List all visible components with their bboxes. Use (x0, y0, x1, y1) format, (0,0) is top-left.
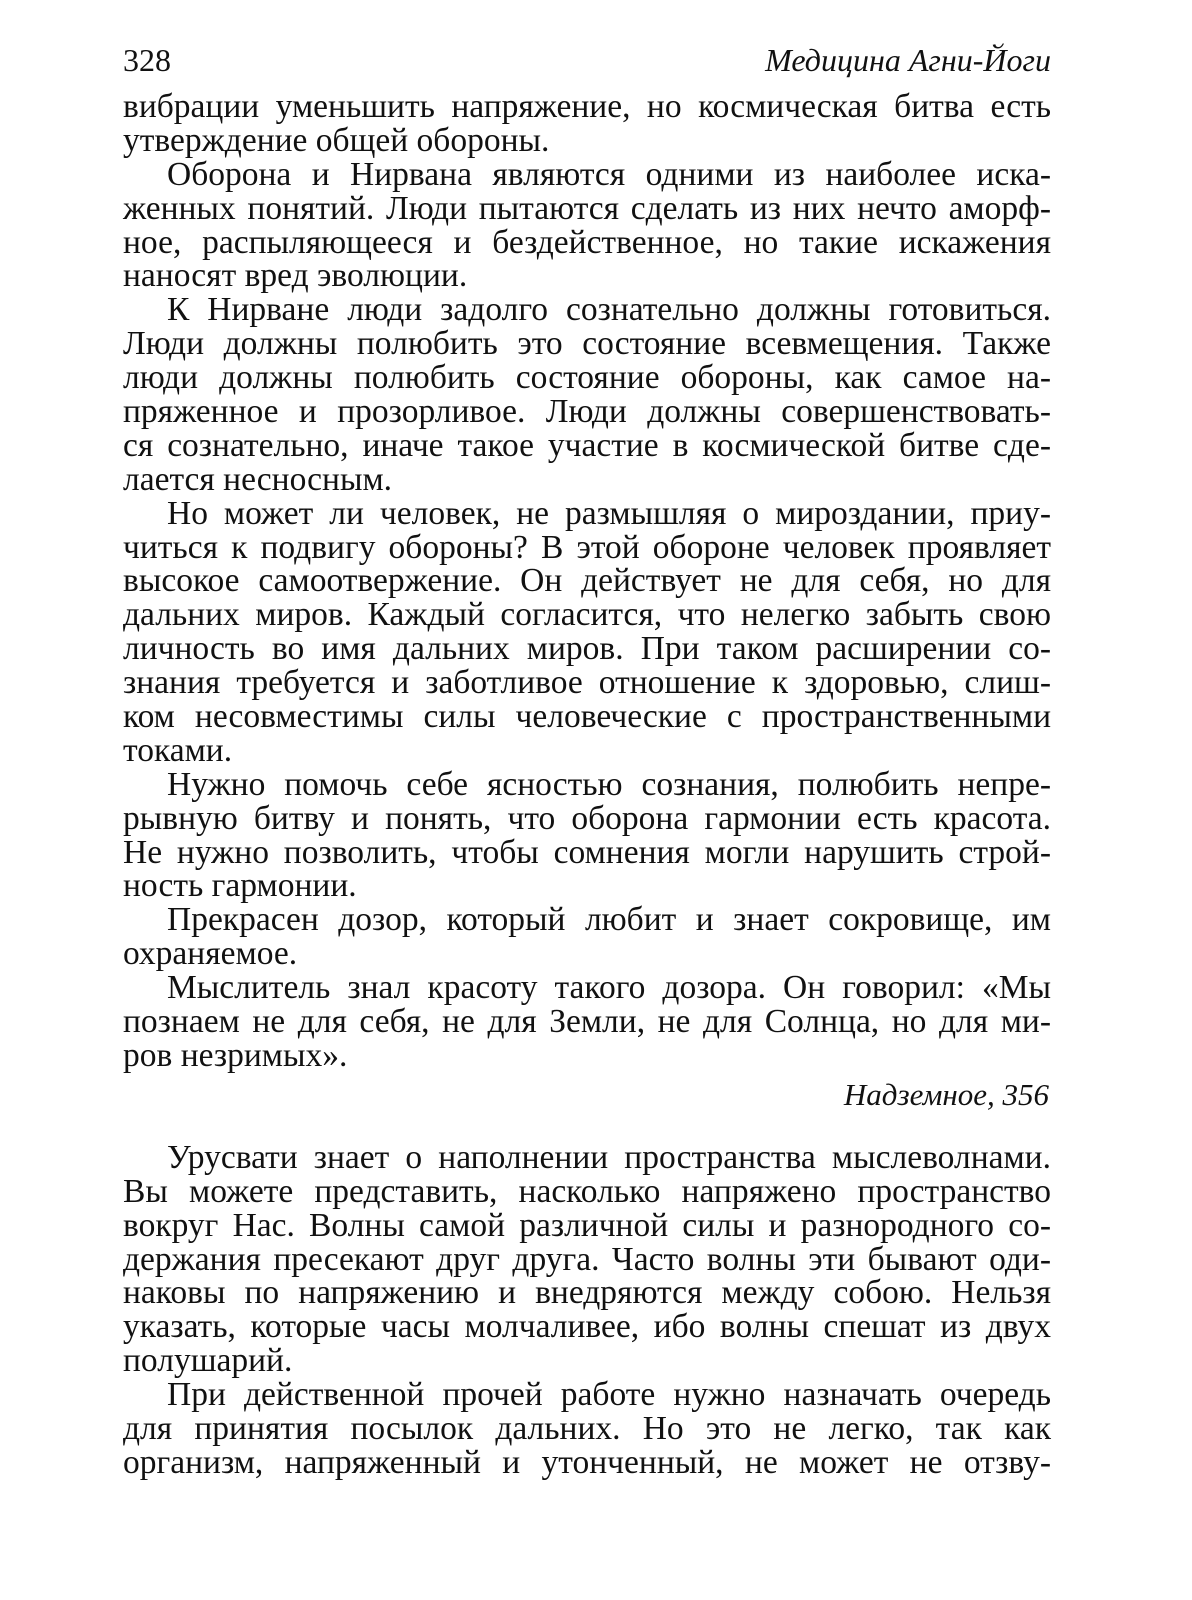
text-line: При действенной прочей работе нужно назначать очередь (167, 1376, 1051, 1414)
text-line: ность гармонии. (123, 867, 357, 905)
text-line: ное, распыляющееся и бездейственное, но такие искажения (123, 223, 1051, 261)
text-line: люди должны полюбить состояние обороны, как самое на- (123, 359, 1051, 397)
text-line: Урусвати знает о наполнении пространства мыслеволнами. (167, 1138, 1051, 1176)
text-line: организм, напряженный и утонченный, не может не отзву- (123, 1443, 1051, 1481)
text-line: ров незримых». (123, 1036, 348, 1074)
text-line: Не нужно позволить, чтобы сомнения могли нарушить строй- (123, 833, 1051, 871)
page-number: 328 (123, 42, 171, 78)
text-line: Вы можете представить, насколько напряжено пространство (123, 1172, 1051, 1210)
book-page (123, 40, 1051, 1480)
text-line: женных понятий. Люди пытаются сделать из них нечто аморф- (123, 189, 1051, 227)
text-line: личность во имя дальних миров. При таком расширении со- (123, 630, 1051, 668)
book-title: Медицина Агни-Йоги (765, 42, 1051, 78)
text-line: наковы по напряжению и внедряются между собою. Нельзя (123, 1274, 1051, 1312)
text-line: высокое самоотвержение. Он действует не для себя, но для (123, 562, 1051, 600)
text-line: ком несовместимы силы человеческие с пространственными (123, 698, 1051, 736)
text-line: Прекрасен дозор, который любит и знает сокровище, им (167, 901, 1051, 939)
text-line: токами. (123, 731, 233, 769)
text-line: читься к подвигу обороны? В этой обороне человек проявляет (123, 528, 1051, 566)
text-line: пряженное и прозорливое. Люди должны совершенствовать- (123, 393, 1051, 431)
text-line: дальних миров. Каждый согласится, что нелегко забыть свою (123, 596, 1051, 634)
text-line: держания пресекают друг друга. Часто волны эти бывают оди- (123, 1240, 1051, 1278)
text-line: полушарий. (123, 1342, 293, 1380)
text-line: Мыслитель знал красоту такого дозора. Он говорил: «Мы (167, 969, 1051, 1007)
source-citation: Надземное, 356 (843, 1076, 1049, 1112)
text-line: Нужно помочь себе ясностью сознания, полюбить непре- (167, 765, 1051, 803)
text-line: знания требуется и заботливое отношение к здоровью, слиш- (123, 664, 1051, 702)
text-line: вокруг Нас. Волны самой различной силы и разнородного со- (123, 1206, 1051, 1244)
running-header (123, 40, 1051, 80)
text-line: К Нирване люди задолго сознательно должны готовиться. (167, 291, 1051, 329)
text-line: познаем не для себя, не для Земли, не для Солнца, но для ми- (123, 1003, 1051, 1041)
text-block-second (123, 1138, 1051, 1481)
text-line: наносят вред эволюции. (123, 257, 468, 295)
text-line: охраняемое. (123, 935, 298, 973)
text-line: утверждение общей обороны. (123, 121, 550, 159)
text-line: Люди должны полюбить это состояние всевмещения. Также (123, 325, 1051, 363)
text-line: рывную битву и понять, что оборона гармонии есть красота. (123, 799, 1051, 837)
text-line: Но может ли человек, не размышляя о мироздании, приу- (167, 494, 1051, 532)
text-block-first (123, 90, 1051, 1073)
text-line: ся сознательно, иначе такое участие в космической битве сде- (123, 426, 1051, 464)
text-line: лается несносным. (123, 460, 393, 498)
text-line: вибрации уменьшить напряжение, но космическая битва есть (123, 88, 1051, 125)
text-line: для принятия посылок дальних. Но это не легко, так как (123, 1409, 1051, 1447)
text-line: указать, которые часы молчаливее, ибо волны спешат из двух (123, 1308, 1051, 1346)
text-line: Оборона и Нирвана являются одними из наиболее иска- (167, 155, 1051, 193)
